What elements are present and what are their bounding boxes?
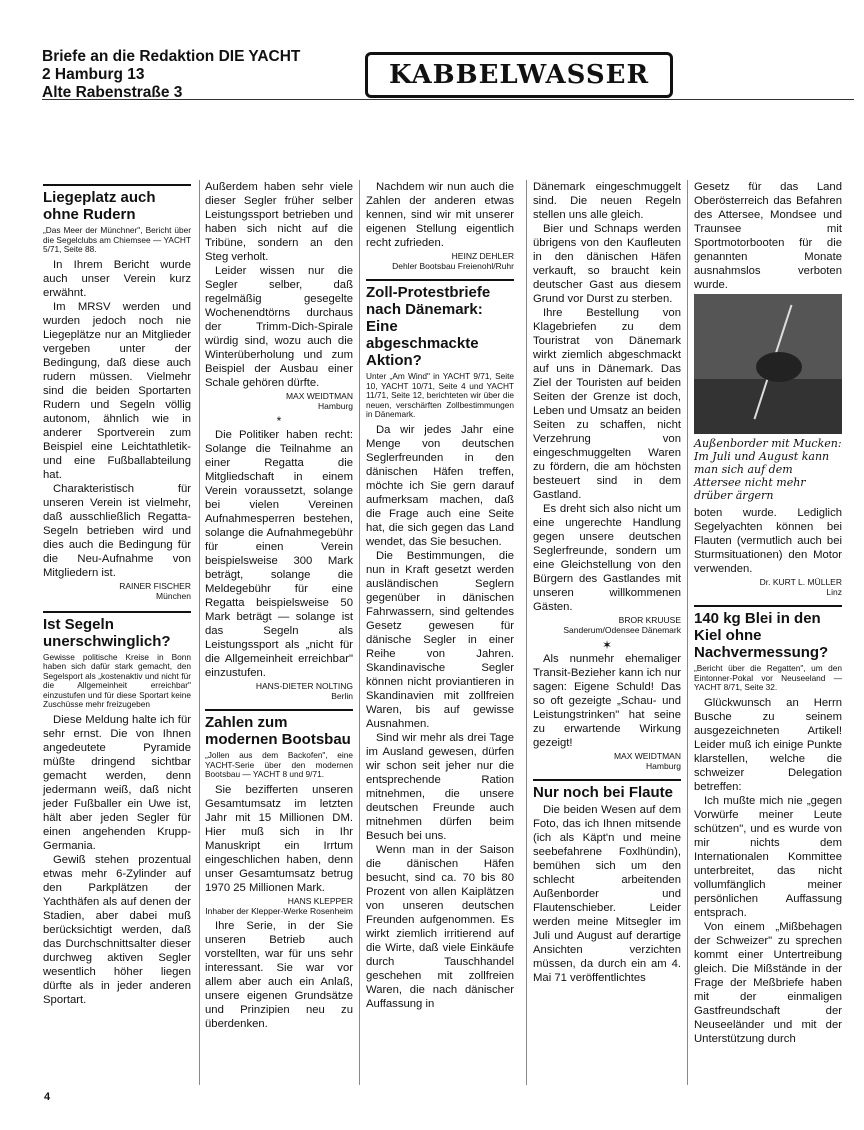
author: MAX WEIDTMAN (613, 751, 681, 761)
author: HEINZ DEHLER (451, 251, 514, 261)
column-5 (694, 180, 842, 1046)
author: HANS-DIETER NOLTING (255, 681, 353, 691)
masthead (42, 48, 342, 102)
paragraph: Die Bestimmungen, die nun in Kraft gesetzt werden ausländischen Seglern gegenüber in dänischen Fahrwassern, sind geltendes Gesetz gewesen für dänische Segler in einer Reihe von Jahren. Skandinavische Segler können nicht proviantieren in Skandinavien mit zollfreien Waren, bis auf gewisse Ausnahmen. (366, 549, 514, 730)
paragraph: Sie bezifferten unseren Gesamtumsatz im letzten Jahr mit 15 Millionen DM. Hier muß sich in Ihr Manuskript ein Irrtum eingeschlichen haben, denn unser Gesamtumsatz betrug 1970 25 Millionen Mark. (205, 783, 353, 894)
author-place: Hamburg (318, 401, 353, 411)
paragraph: boten wurde. Lediglich Segelyachten können bei Flauten (vermutlich auch bei Sturmsituationen) den Motor verwenden. (694, 507, 842, 575)
author: Dr. KURT L. MÜLLER (759, 577, 842, 587)
column-divider (199, 180, 200, 1085)
reference-note: „Bericht über die Regatten", um den Eintonner-Pokal vor Neuseeland — YACHT 8/71, Seite 32. (694, 663, 842, 692)
column-divider (687, 180, 688, 1085)
photo-water (694, 379, 842, 434)
reference-note: Unter „Am Wind" in YACHT 9/71, Seite 10, YACHT 10/71, Seite 4 und YACHT 11/71, Seite 12, berichteten wir über die neuen, verschärften Zollbestimmungen in Dänemark. (366, 371, 514, 419)
reference-note: „Das Meer der Münchner", Bericht über die Segelclubs am Chiemsee — YACHT 5/71, Seite 88. (43, 225, 191, 254)
column-2 (205, 180, 353, 1031)
author: MAX WEIDTMAN (285, 391, 353, 401)
signature (205, 681, 353, 701)
signature (533, 751, 681, 771)
author-place: Dehler Bootsbau Freienohl/Ruhr (392, 261, 514, 271)
paragraph: Gesetz für das Land Oberösterreich das Befahren des Attersee, Mondsee und Traunsee mit Sportmotorbooten für die genannten Monate ausnahmslos verboten wurde. (694, 181, 842, 291)
headline-segeln: Ist Segeln unerschwinglich? (43, 611, 191, 650)
paragraph: Wenn man in der Saison die dänischen Häfen besucht, sind ca. 70 bis 80 Prozent von allen Kaiplätzen von unseren deutschen Freunden aufgenommen. Es wirkt ziemlich irritierend auf die Wirte, daß viele Einkäufe durch Tauschhandel geschehen mit zollfreien Waren, die nach dänischer Auffassung in (366, 843, 514, 1010)
author: RAINER FISCHER (119, 580, 191, 591)
author-place: Inhaber der Klepper-Werke Rosenheim (205, 905, 353, 916)
column-divider (359, 180, 360, 1085)
paragraph: Im MRSV werden und wurden jedoch noch nie Liegeplätze nur an Mitglieder vergeben unter der Bedingung, daß diese auch rudern müssen. Vielmehr sind die beiden Sportarten Rudern und Segeln völlig autonom, ähnlich wie in anderer Sportverein zum Beispiel eine Leichtathletik- und eine Fußballabteilung hat. (43, 300, 191, 481)
paragraph: Bier und Schnaps werden übrigens von den Kaufleuten in den dänischen Häfen verkauft, so braucht kein deutscher Gast aus diesem Grund vor Durst zu sterben. (533, 223, 681, 305)
signature (205, 896, 353, 916)
paragraph: Ihre Bestellung von Klagebriefen zu dem Touristrat von Dänemark wirkt ziemlich abgeschmackt auf uns in Dänemark. Das Ziel der Touristen auf beiden Seiten der Grenze ist doch, Leben und Umsatz an beiden Seiten zu schaffen, nicht Verzehrung von eingeschmuggelten Waren zu fördern, die am höchsten besteuert sind in dem Gastland. (533, 307, 681, 501)
signature (533, 615, 681, 635)
paragraph: Sind wir mehr als drei Tage im Ausland gewesen, dürfen wir schon seit jeher nur die entsprechende Ration mitnehmen, die unsere deutschen Freunde auch mitnehmen dürfen beim Besuch bei uns. (366, 731, 514, 842)
masthead-line-1: Briefe an die Redaktion DIE YACHT (42, 48, 301, 65)
paragraph: Dänemark eingeschmuggelt sind. Die neuen Regeln stellen uns alle gleich. (533, 181, 681, 221)
page-number: 4 (44, 1091, 51, 1103)
signature (205, 391, 353, 411)
paragraph: Gewiß stehen prozentual etwas mehr 6-Zylinder auf den Parkplätzen der Yachthäfen als auf denen der Stadien, aber dabei muß berücksichtigt werden, daß das Durchschnittsalter dieser durchweg aktiven Segler wesentlich höher liegen dürfte als in jeder anderen Sportart. (43, 853, 191, 1006)
headline-liegeplatz: Liegeplatz auch ohne Rudern (43, 184, 191, 223)
headline-flaute: Nur noch bei Flaute (533, 779, 681, 801)
paragraph: Ich mußte mich nie „gegen Vorwürfe meiner Leute schützen", und es wurde von mir nichts dem Internationalen Kommittee unterbreitet, das nicht vollumfänglich meiner persönlichen Auffassung entsprach. (694, 794, 842, 919)
author-place: Linz (826, 587, 842, 597)
paragraph: Von einem „Mißbehagen der Schweizer" zu sprechen kommt einer Untertreibung gleich. Die Mißstände in der Frage der Meßbriefe haben mit der einmaligen Gastfreundschaft der Neuseeländer und mit der Unterstützung durch (694, 920, 842, 1045)
kabbelwasser-logo (365, 52, 673, 98)
paragraph: Da wir jedes Jahr eine Menge von deutschen Seglerfreunden in den dänischen Häfen treffen, möchte ich Sie gern darauf aufmerksam machen, daß die Frage auch eine Seite hat, die sich gegen das Land wendet, das Sie besuchen. (366, 423, 514, 548)
paragraph: Charakteristisch für unseren Verein ist vielmehr, daß ausschließlich Regatta-Segeln betrieben wird und dies auch die Bedingung für die Neu-Aufnahme von Mitgliedern ist. (43, 482, 191, 579)
signature (366, 251, 514, 271)
photo-caption: Außenborder mit Mucken: Im Juli und August kann man sich auf dem Attersee nicht mehr drüber ärgern (694, 437, 842, 502)
paragraph: Diese Meldung halte ich für sehr ernst. Die von Ihnen angedeutete Pyramide müßte dringend sichtbar gemacht werden, denn jedermann weiß, daß nicht jeder Fußballer ein Uwe ist, hält aber jeden Segler für einen angehenden Krupp-Germania. (43, 713, 191, 852)
paragraph: In Ihrem Bericht wurde auch unser Verein kurz erwähnt. (43, 258, 191, 299)
boat-dog-photo (694, 294, 842, 434)
column-4 (533, 180, 681, 985)
column-3 (366, 180, 514, 1011)
logo-text: KABBELWASSER (388, 60, 650, 90)
headline-blei: 140 kg Blei in den Kiel ohne Nachvermessung? (694, 605, 842, 661)
author-place: Hamburg (646, 761, 681, 771)
paragraph: Als nunmehr ehemaliger Transit-Bezieher kann ich nur sagen: Eigene Schuld! Das so oft gezeigte „Schau- und Leistungstrinken" hat seine zu erwartende Wirkung gezeigt! (533, 653, 681, 749)
signature (43, 581, 191, 601)
paragraph: Nachdem wir nun auch die Zahlen der anderen etwas kennen, sind wir mit unserer eigenen Stellung eigentlich recht zufrieden. (366, 181, 514, 249)
masthead-line-2: 2 Hamburg 13 (42, 66, 145, 83)
paragraph: Glückwunsch an Herrn Busche zu seinem ausgezeichneten Artikel! Leider muß ich einige Punkte klarstellen, welche die schweizer Delegation betreffen: (694, 696, 842, 793)
paragraph: Außerdem haben sehr viele dieser Segler früher selber Leistungssport betrieben und haben sich nicht auf die Tribüne, sondern an den Steg verholt. (205, 181, 353, 263)
column-1 (43, 180, 191, 1007)
signature (694, 577, 842, 597)
column-divider (526, 180, 527, 1085)
paragraph: Ihre Serie, in der Sie unseren Betrieb auch vorstellten, war für uns sehr interessant. Sie war vor allem aber auch ein Anlaß, unsere eigenen Grundsätze und Prinzipien neu zu überdenken. (205, 919, 353, 1030)
author-place: Berlin (331, 691, 353, 701)
photo-dog (756, 352, 802, 382)
paragraph: Es dreht sich also nicht um eine ungerechte Handlung gegen unsere deutschen Seglerfreunde, sondern um eine Gleichstellung von den Bürgern des Gastlandes mit unseren willkommenen Gästen. (533, 503, 681, 613)
reference-note: „Jollen aus dem Backofen", eine YACHT-Serie über den modernen Bootsbau — YACHT 8 und 9/71. (205, 750, 353, 779)
top-rule (42, 99, 854, 100)
paragraph: Die beiden Wesen auf dem Foto, das ich Ihnen mitsende (ich als Käpt'n und meine seebefahrene Foxlhündin), bemühen sich um den schlecht arbeitenden Außenborder und Flautenschieber. Leider werden meine Mitsegler im Juli und August auf derartige Ansichten verzichten müssen, da durch ein am 4. Mai 71 veröffentlichtes (533, 804, 681, 984)
reference-note: Gewisse politische Kreise in Bonn haben sich dafür stark gemacht, den Segelsport als „kostenaktiv und nicht für die Allgemeinheit erreichbar" einzustufen und für diese Sportart keine Zuschüsse mehr freizugeben (43, 651, 191, 709)
headline-bootsbau: Zahlen zum modernen Bootsbau (205, 709, 353, 748)
author-place: München (156, 590, 191, 601)
separator-star: * (276, 414, 282, 428)
author: HANS KLEPPER (287, 895, 353, 906)
masthead-line-3: Alte Rabenstraße 3 (42, 84, 183, 101)
headline-zoll: Zoll-Protestbriefe nach Dänemark: Eine abgeschmackte Aktion? (366, 279, 514, 369)
author: BROR KRUUSE (618, 615, 681, 625)
author-place: Sanderum/Odensee Dänemark (563, 625, 681, 635)
paragraph: Die Politiker haben recht: Solange die Teilnahme an einer Regatta die Mitgliedschaft in einem Verein voraussetzt, solange bei vielen Vereinen Aufnahmesperren bestehen, solange die Aufnahmegebühr für einen Verein beispielsweise 300 Mark beträgt, solange die Meldegebühr für eine Regatta beispielsweise 50 Mark beträgt — solange ist das Segeln als Leistungssport als „nicht für die Allgemeinheit erreichbar" einzustufen. (205, 429, 353, 679)
paragraph: Leider wissen nur die Segler selber, daß regelmäßig gesegelte Wochenendtörns durchaus der Trimm-Dich-Spirale würdig sind, wozu auch die Winterüberholung und zum Beispiel der Ausbau einer Schale gehören dürfte. (205, 265, 353, 389)
separator-star: ✶ (601, 638, 613, 652)
